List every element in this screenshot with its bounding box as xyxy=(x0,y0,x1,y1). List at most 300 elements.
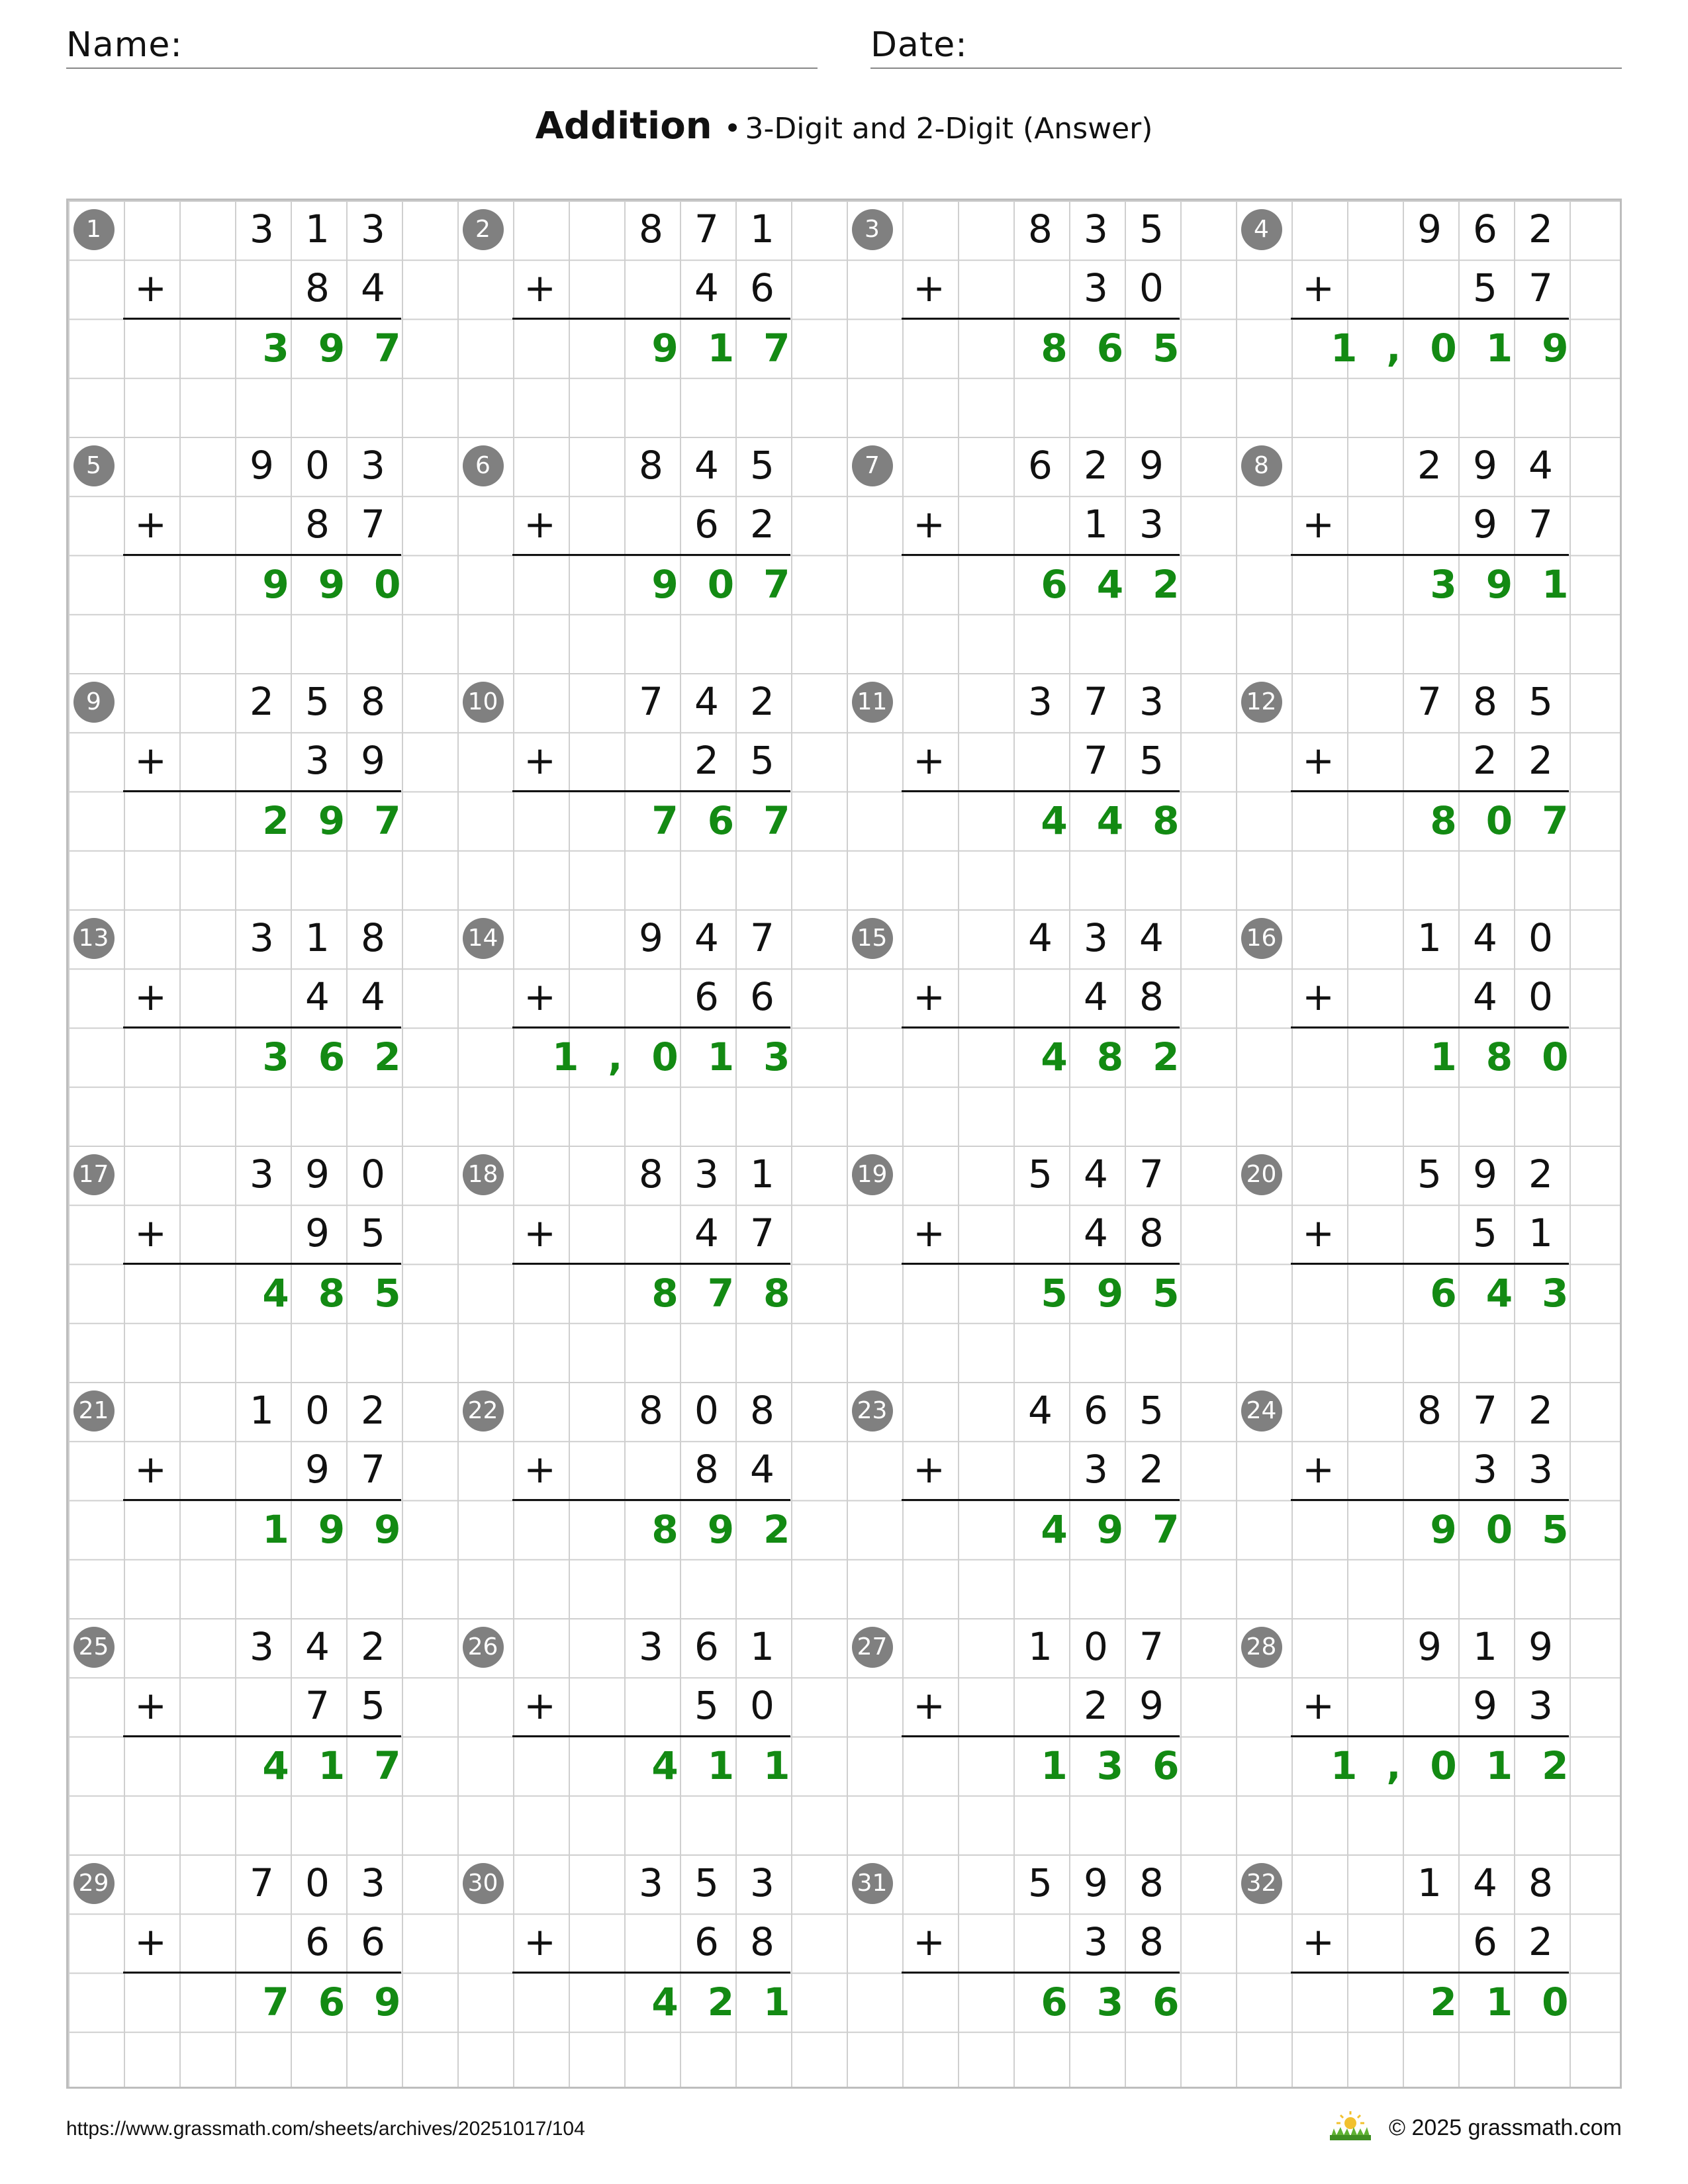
digit: 2 xyxy=(361,1387,385,1433)
addend-top xyxy=(1402,200,1569,259)
digit: 3 xyxy=(1084,265,1108,310)
answer: 210 xyxy=(1430,1979,1598,2025)
addend-top xyxy=(1013,200,1180,259)
digit: 8 xyxy=(639,1151,663,1197)
digit: 2 xyxy=(1084,442,1108,488)
addend-bottom xyxy=(1458,1204,1569,1263)
digit: 4 xyxy=(694,1210,719,1255)
digit: 7 xyxy=(361,1446,385,1492)
answer: 397 xyxy=(262,325,430,371)
problem-29 xyxy=(68,1854,457,2090)
digit: 3 xyxy=(250,206,274,251)
digit: 3 xyxy=(1084,1919,1108,1964)
digit: 1 xyxy=(305,915,330,960)
addend-bottom xyxy=(679,1913,790,1972)
addend-top xyxy=(1402,909,1569,968)
digit: 5 xyxy=(1028,1860,1053,1905)
answer: 180 xyxy=(1430,1034,1598,1079)
plus-sign: + xyxy=(913,501,945,547)
digit: 1 xyxy=(1473,1623,1497,1669)
plus-sign: + xyxy=(913,1210,945,1255)
digit: 3 xyxy=(694,1151,719,1197)
plus-sign: + xyxy=(1302,1446,1335,1492)
digit: 8 xyxy=(305,265,330,310)
digit: 4 xyxy=(694,915,719,960)
problem-number-badge: 17 xyxy=(73,1154,115,1195)
answer: 448 xyxy=(1041,797,1209,843)
problem-number-badge: 6 xyxy=(463,445,504,486)
digit: 2 xyxy=(1528,737,1553,783)
digit: 3 xyxy=(250,1151,274,1197)
plus-sign: + xyxy=(524,265,556,310)
plus-sign: + xyxy=(134,265,167,310)
answer: 892 xyxy=(651,1506,820,1552)
problem-12 xyxy=(1235,672,1624,909)
addend-bottom xyxy=(1458,259,1569,318)
digit: 4 xyxy=(1473,974,1497,1019)
problem-14 xyxy=(457,909,846,1145)
plus-sign: + xyxy=(913,974,945,1019)
digit: 4 xyxy=(361,974,385,1019)
digit: 2 xyxy=(1473,737,1497,783)
plus-sign: + xyxy=(524,1919,556,1964)
digit: 8 xyxy=(750,1919,774,1964)
plus-sign: + xyxy=(1302,737,1335,783)
footer-copyright: © 2025 grassmath.com xyxy=(1389,2115,1622,2140)
plus-sign: + xyxy=(134,1682,167,1728)
answer: 485 xyxy=(262,1270,430,1316)
problem-number-badge: 13 xyxy=(73,918,115,959)
problem-3 xyxy=(846,200,1235,436)
addend-bottom xyxy=(1068,1440,1180,1499)
date-field[interactable] xyxy=(870,68,1622,69)
digit: 8 xyxy=(1139,1210,1164,1255)
addend-top xyxy=(1402,672,1569,731)
answer: 482 xyxy=(1041,1034,1209,1079)
digit: 3 xyxy=(1473,1446,1497,1492)
digit: 4 xyxy=(1028,915,1053,960)
addend-bottom xyxy=(1068,968,1180,1026)
digit: 0 xyxy=(750,1682,774,1728)
answer: 1,012 xyxy=(1331,1743,1598,1788)
addend-bottom xyxy=(1068,1204,1180,1263)
addend-bottom xyxy=(1458,731,1569,790)
digit: 2 xyxy=(1528,206,1553,251)
addend-top xyxy=(234,1381,401,1440)
answer: 362 xyxy=(262,1034,430,1079)
digit: 6 xyxy=(694,501,719,547)
addend-top xyxy=(234,1145,401,1204)
digit: 9 xyxy=(1139,1682,1164,1728)
addend-top xyxy=(1013,1617,1180,1676)
problem-31 xyxy=(846,1854,1235,2090)
problem-16 xyxy=(1235,909,1624,1145)
digit: 4 xyxy=(1473,1860,1497,1905)
digit: 9 xyxy=(1139,442,1164,488)
addend-bottom xyxy=(679,1204,790,1263)
problem-9 xyxy=(68,672,457,909)
addend-top xyxy=(1013,1854,1180,1913)
addend-bottom xyxy=(1068,495,1180,554)
digit: 6 xyxy=(1473,206,1497,251)
plus-sign: + xyxy=(524,1446,556,1492)
digit: 5 xyxy=(1139,737,1164,783)
problem-number-badge: 24 xyxy=(1241,1390,1282,1432)
digit: 5 xyxy=(1139,1387,1164,1433)
digit: 9 xyxy=(305,1210,330,1255)
digit: 8 xyxy=(694,1446,719,1492)
digit: 2 xyxy=(1139,1446,1164,1492)
problem-number-badge: 16 xyxy=(1241,918,1282,959)
plus-sign: + xyxy=(913,737,945,783)
digit: 7 xyxy=(1084,737,1108,783)
digit: 1 xyxy=(1084,501,1108,547)
addend-top xyxy=(234,1854,401,1913)
problem-number-badge: 22 xyxy=(463,1390,504,1432)
digit: 8 xyxy=(305,501,330,547)
problem-20 xyxy=(1235,1145,1624,1381)
digit: 9 xyxy=(1473,442,1497,488)
answer: 595 xyxy=(1041,1270,1209,1316)
digit: 6 xyxy=(750,265,774,310)
plus-sign: + xyxy=(524,1210,556,1255)
digit: 9 xyxy=(1473,501,1497,547)
problem-8 xyxy=(1235,436,1624,672)
digit: 3 xyxy=(1084,1446,1108,1492)
digit: 5 xyxy=(694,1682,719,1728)
plus-sign: + xyxy=(134,1446,167,1492)
digit: 0 xyxy=(305,1387,330,1433)
addend-top xyxy=(1402,1145,1569,1204)
digit: 6 xyxy=(1473,1919,1497,1964)
digit: 3 xyxy=(1084,915,1108,960)
digit: 4 xyxy=(1473,915,1497,960)
problem-32 xyxy=(1235,1854,1624,2090)
addend-top xyxy=(1402,1381,1569,1440)
digit: 3 xyxy=(1139,501,1164,547)
problem-26 xyxy=(457,1617,846,1854)
problem-6 xyxy=(457,436,846,672)
problem-number-badge: 10 xyxy=(463,682,504,723)
digit: 1 xyxy=(1528,1210,1553,1255)
digit: 2 xyxy=(1084,1682,1108,1728)
problem-7 xyxy=(846,436,1235,672)
problem-2 xyxy=(457,200,846,436)
addend-top xyxy=(624,909,790,968)
problem-number-badge: 4 xyxy=(1241,209,1282,250)
digit: 1 xyxy=(750,1623,774,1669)
digit: 9 xyxy=(361,737,385,783)
digit: 5 xyxy=(1473,1210,1497,1255)
addend-top xyxy=(624,200,790,259)
addend-bottom xyxy=(290,731,401,790)
problem-24 xyxy=(1235,1381,1624,1617)
digit: 2 xyxy=(694,737,719,783)
digit: 1 xyxy=(750,1151,774,1197)
plus-sign: + xyxy=(134,974,167,1019)
addend-top xyxy=(1013,1145,1180,1204)
addend-bottom xyxy=(290,968,401,1026)
answer: 990 xyxy=(262,561,430,607)
answer: 643 xyxy=(1430,1270,1598,1316)
digit: 7 xyxy=(1528,265,1553,310)
plus-sign: + xyxy=(134,501,167,547)
date-label: Date: xyxy=(870,25,968,65)
digit: 4 xyxy=(750,1446,774,1492)
addend-bottom xyxy=(1068,259,1180,318)
digit: 6 xyxy=(1028,442,1053,488)
addend-bottom xyxy=(1458,1440,1569,1499)
plus-sign: + xyxy=(134,1919,167,1964)
digit: 1 xyxy=(1028,1623,1053,1669)
name-field[interactable] xyxy=(66,68,818,69)
digit: 5 xyxy=(750,442,774,488)
addend-bottom xyxy=(679,1440,790,1499)
plus-sign: + xyxy=(1302,974,1335,1019)
answer: 417 xyxy=(262,1743,430,1788)
digit: 2 xyxy=(750,501,774,547)
plus-sign: + xyxy=(1302,501,1335,547)
digit: 8 xyxy=(361,678,385,724)
digit: 0 xyxy=(1084,1623,1108,1669)
addend-bottom xyxy=(679,1676,790,1735)
problem-number-badge: 18 xyxy=(463,1154,504,1195)
plus-sign: + xyxy=(913,265,945,310)
footer-url: https://www.grassmath.com/sheets/archives/20251017/104 xyxy=(66,2118,585,2140)
addend-bottom xyxy=(290,259,401,318)
digit: 6 xyxy=(694,1623,719,1669)
digit: 4 xyxy=(694,678,719,724)
problem-number-badge: 5 xyxy=(73,445,115,486)
digit: 7 xyxy=(1417,678,1442,724)
worksheet-title xyxy=(0,105,1688,148)
digit: 3 xyxy=(250,1623,274,1669)
addend-bottom xyxy=(290,1204,401,1263)
addend-top xyxy=(624,436,790,495)
plus-sign: + xyxy=(524,737,556,783)
answer: 642 xyxy=(1041,561,1209,607)
digit: 2 xyxy=(1417,442,1442,488)
digit: 7 xyxy=(1084,678,1108,724)
digit: 2 xyxy=(1528,1387,1553,1433)
digit: 0 xyxy=(305,1860,330,1905)
digit: 7 xyxy=(1139,1151,1164,1197)
plus-sign: + xyxy=(134,1210,167,1255)
digit: 3 xyxy=(1528,1446,1553,1492)
title-main: Addition xyxy=(535,105,712,148)
plus-sign: + xyxy=(913,1682,945,1728)
problem-13 xyxy=(68,909,457,1145)
plus-sign: + xyxy=(913,1446,945,1492)
answer: 411 xyxy=(651,1743,820,1788)
addend-bottom xyxy=(1458,1676,1569,1735)
digit: 2 xyxy=(750,678,774,724)
digit: 6 xyxy=(361,1919,385,1964)
addend-top xyxy=(1402,1854,1569,1913)
digit: 6 xyxy=(1084,1387,1108,1433)
digit: 9 xyxy=(1473,1151,1497,1197)
addend-top xyxy=(1402,436,1569,495)
addend-top xyxy=(624,672,790,731)
plus-sign: + xyxy=(1302,265,1335,310)
addend-bottom xyxy=(1458,495,1569,554)
digit: 4 xyxy=(1084,974,1108,1019)
digit: 1 xyxy=(1417,1860,1442,1905)
digit: 8 xyxy=(1528,1860,1553,1905)
digit: 9 xyxy=(1473,1682,1497,1728)
answer: 136 xyxy=(1041,1743,1209,1788)
addend-top xyxy=(234,436,401,495)
digit: 6 xyxy=(750,974,774,1019)
addend-bottom xyxy=(290,1676,401,1735)
problem-number-badge: 12 xyxy=(1241,682,1282,723)
digit: 5 xyxy=(361,1682,385,1728)
digit: 9 xyxy=(1084,1860,1108,1905)
problem-number-badge: 3 xyxy=(852,209,893,250)
digit: 7 xyxy=(1473,1387,1497,1433)
digit: 3 xyxy=(1528,1682,1553,1728)
problem-27 xyxy=(846,1617,1235,1854)
plus-sign: + xyxy=(524,501,556,547)
problem-10 xyxy=(457,672,846,909)
digit: 7 xyxy=(639,678,663,724)
digit: 0 xyxy=(694,1387,719,1433)
digit: 7 xyxy=(1528,501,1553,547)
plus-sign: + xyxy=(134,737,167,783)
problem-number-badge: 23 xyxy=(852,1390,893,1432)
digit: 4 xyxy=(1028,1387,1053,1433)
addend-bottom xyxy=(290,1440,401,1499)
problem-4 xyxy=(1235,200,1624,436)
digit: 9 xyxy=(305,1446,330,1492)
addend-top xyxy=(1013,1381,1180,1440)
problem-number-badge: 1 xyxy=(73,209,115,250)
addend-top xyxy=(1013,909,1180,968)
answer: 636 xyxy=(1041,1979,1209,2025)
digit: 8 xyxy=(1417,1387,1442,1433)
name-label: Name: xyxy=(66,25,183,65)
title-subtitle: 3-Digit and 2-Digit (Answer) xyxy=(745,112,1153,146)
plus-sign: + xyxy=(524,1682,556,1728)
digit: 8 xyxy=(639,442,663,488)
answer: 917 xyxy=(651,325,820,371)
digit: 9 xyxy=(1528,1623,1553,1669)
problem-5 xyxy=(68,436,457,672)
grass-sun-logo-icon xyxy=(1327,2109,1374,2142)
problem-number-badge: 26 xyxy=(463,1627,504,1668)
answer: 421 xyxy=(651,1979,820,2025)
digit: 4 xyxy=(1139,915,1164,960)
answer: 497 xyxy=(1041,1506,1209,1552)
problem-19 xyxy=(846,1145,1235,1381)
problem-number-badge: 28 xyxy=(1241,1627,1282,1668)
answer: 767 xyxy=(651,797,820,843)
digit: 5 xyxy=(1028,1151,1053,1197)
problem-21 xyxy=(68,1381,457,1617)
problem-number-badge: 30 xyxy=(463,1863,504,1904)
addend-bottom xyxy=(679,968,790,1026)
addend-top xyxy=(1013,672,1180,731)
digit: 5 xyxy=(361,1210,385,1255)
digit: 1 xyxy=(1417,915,1442,960)
addend-bottom xyxy=(679,731,790,790)
digit: 9 xyxy=(1417,1623,1442,1669)
digit: 0 xyxy=(1528,974,1553,1019)
answer: 865 xyxy=(1041,325,1209,371)
addend-bottom xyxy=(1458,968,1569,1026)
digit: 8 xyxy=(1473,678,1497,724)
digit: 8 xyxy=(639,206,663,251)
problem-number-badge: 9 xyxy=(73,682,115,723)
addend-top xyxy=(234,200,401,259)
answer: 878 xyxy=(651,1270,820,1316)
problem-17 xyxy=(68,1145,457,1381)
addend-bottom xyxy=(679,259,790,318)
addend-bottom xyxy=(679,495,790,554)
digit: 4 xyxy=(1528,442,1553,488)
problem-1 xyxy=(68,200,457,436)
problem-number-badge: 2 xyxy=(463,209,504,250)
digit: 8 xyxy=(361,915,385,960)
digit: 7 xyxy=(750,1210,774,1255)
digit: 0 xyxy=(1139,265,1164,310)
digit: 4 xyxy=(361,265,385,310)
problem-number-badge: 29 xyxy=(73,1863,115,1904)
digit: 8 xyxy=(1139,1919,1164,1964)
digit: 0 xyxy=(305,442,330,488)
digit: 6 xyxy=(694,1919,719,1964)
digit: 2 xyxy=(1528,1919,1553,1964)
digit: 1 xyxy=(750,206,774,251)
digit: 8 xyxy=(1139,1860,1164,1905)
digit: 5 xyxy=(1139,206,1164,251)
digit: 4 xyxy=(305,974,330,1019)
digit: 4 xyxy=(694,265,719,310)
worksheet-grid xyxy=(66,199,1622,2089)
digit: 9 xyxy=(639,915,663,960)
digit: 5 xyxy=(1528,678,1553,724)
digit: 4 xyxy=(1084,1210,1108,1255)
digit: 3 xyxy=(361,442,385,488)
digit: 2 xyxy=(250,678,274,724)
digit: 2 xyxy=(1528,1151,1553,1197)
answer: 1,019 xyxy=(1331,325,1598,371)
addend-top xyxy=(624,1145,790,1204)
digit: 4 xyxy=(1084,1151,1108,1197)
addend-top xyxy=(624,1381,790,1440)
digit: 3 xyxy=(361,1860,385,1905)
answer: 905 xyxy=(1430,1506,1598,1552)
digit: 7 xyxy=(750,915,774,960)
addend-top xyxy=(624,1854,790,1913)
digit: 3 xyxy=(1028,678,1053,724)
answer: 769 xyxy=(262,1979,430,2025)
digit: 8 xyxy=(639,1387,663,1433)
digit: 0 xyxy=(361,1151,385,1197)
answer: 297 xyxy=(262,797,430,843)
plus-sign: + xyxy=(1302,1682,1335,1728)
digit: 5 xyxy=(305,678,330,724)
digit: 3 xyxy=(639,1623,663,1669)
digit: 3 xyxy=(639,1860,663,1905)
digit: 3 xyxy=(1139,678,1164,724)
digit: 1 xyxy=(250,1387,274,1433)
digit: 7 xyxy=(1139,1623,1164,1669)
problem-number-badge: 32 xyxy=(1241,1863,1282,1904)
digit: 5 xyxy=(1473,265,1497,310)
digit: 6 xyxy=(694,974,719,1019)
digit: 4 xyxy=(694,442,719,488)
